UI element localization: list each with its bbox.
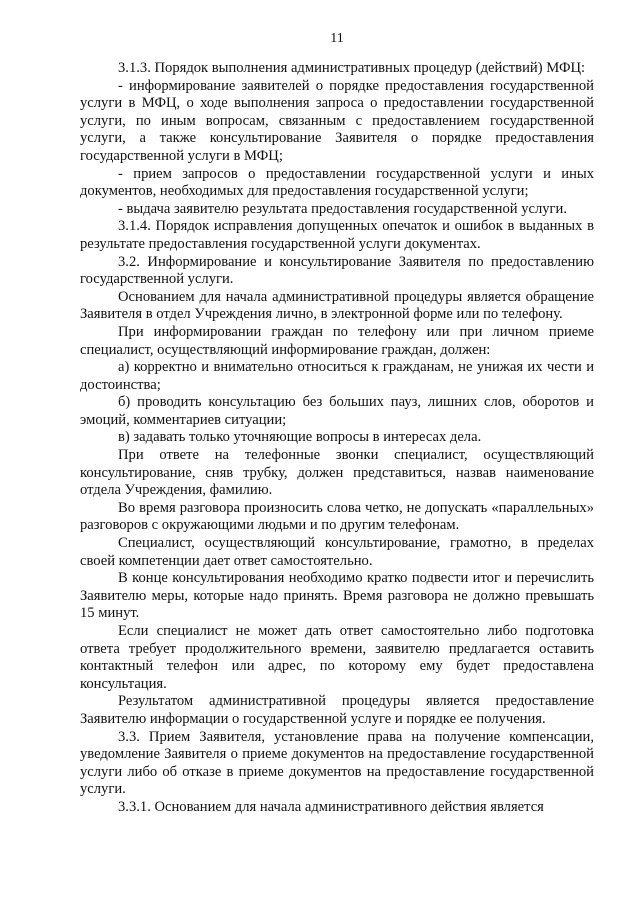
paragraph: В конце консультирования необходимо кратко подвести итог и перечислить Заявителю меры, которые надо принять. Время разговора не должно превышать 15 минут. (80, 570, 594, 622)
paragraph: 3.1.4. Порядок исправления допущенных опечаток и ошибок в выданных в результате предоставления государственной услуги документах. (80, 218, 594, 252)
paragraph: 3.1.3. Порядок выполнения административных процедур (действий) МФЦ: (118, 60, 586, 76)
paragraph: Специалист, осуществляющий консультирование, грамотно, в пределах своей компетенции дает ответ самостоятельно. (80, 535, 594, 569)
list-item: в) задавать только уточняющие вопросы в интересах дела. (118, 429, 482, 446)
paragraph: При информировании граждан по телефону или при личном приеме специалист, осуществляющий информирование граждан, должен: (80, 323, 594, 358)
list-item: - информирование заявителей о порядке предоставления государственной услуги в МФЦ, о ходе выполнения запроса о предоставлении государственной услуги, по иным вопросам, связанным с предоставлением государственной услуги, а также консультирование Заявителя о порядке предоставления государственной услуги в МФЦ; (80, 77, 594, 164)
paragraph: При ответе на телефонные звонки специалист, осуществляющий консультирование, сняв трубку, должен представиться, назвав наименование отдела Учреждения, фамилию. (80, 447, 594, 499)
document-body (80, 60, 594, 817)
list-item: а) корректно и внимательно относиться к гражданам, не унижая их чести и достоинства; (80, 359, 594, 393)
list-item: - выдача заявителю результата предоставления государственной услуги. (118, 200, 567, 217)
paragraph: Основанием для начала административной процедуры является обращение Заявителя в отдел Учреждения лично, в электронной форме или по телефону. (80, 288, 594, 323)
paragraph: 3.3. Прием Заявителя, установление права на получение компенсации, уведомление Заявителя о приеме документов на предоставление государственной услуги либо об отказе в приеме документов на предоставление государственной услуги. (80, 728, 594, 798)
paragraph: Результатом административной процедуры является предоставление Заявителю информации о государственной услуге и порядке ее получения. (80, 693, 594, 727)
paragraph: 3.3.1. Основанием для начала административного действия является (118, 798, 544, 815)
list-item: б) проводить консультацию без больших пауз, лишних слов, оборотов и эмоций, комментариев ситуации; (80, 394, 594, 428)
list-item: - прием запросов о предоставлении государственной услуги и иных документов, необходимых для предоставления государственной услуги; (80, 165, 594, 200)
paragraph: Если специалист не может дать ответ самостоятельно либо подготовка ответа требует продолжительного времени, заявителю предлагается оставить контактный телефон или адрес, по которому ему будет предоставлена консультация. (80, 623, 594, 692)
paragraph: 3.2. Информирование и консультирование Заявителя по предоставлению государственной услуги. (80, 253, 594, 288)
paragraph: Во время разговора произносить слова четко, не допускать «параллельных» разговоров с окружающими людьми и по другим телефонам. (80, 499, 594, 534)
page-number: 11 (330, 31, 344, 46)
